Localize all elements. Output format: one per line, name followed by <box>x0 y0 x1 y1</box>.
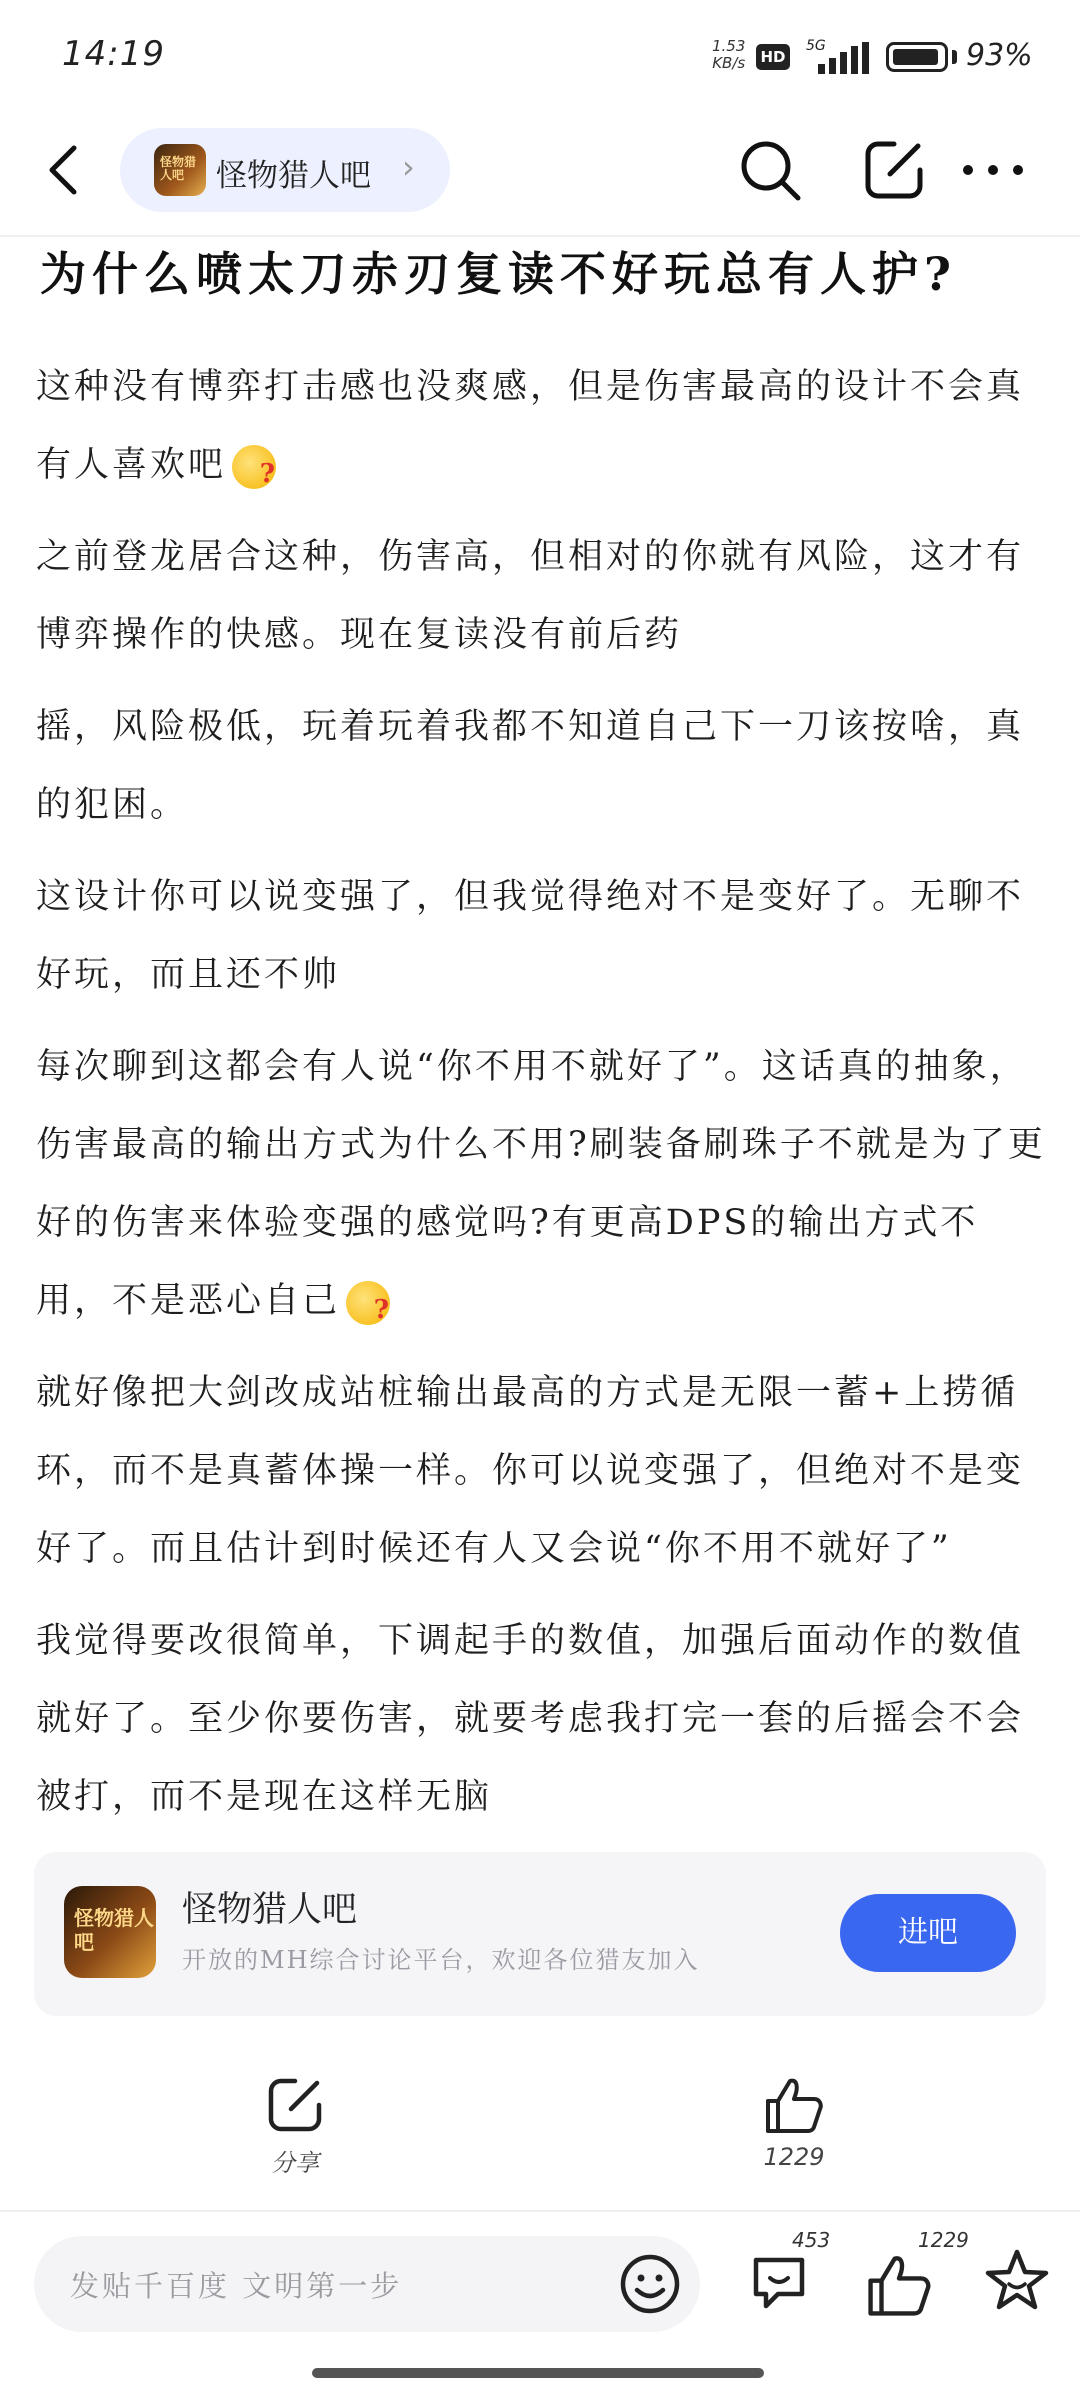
status-bar <box>0 0 1080 110</box>
battery-fill <box>893 49 938 65</box>
status-time: 14:19 <box>62 34 165 74</box>
net-speed-unit: KB/s <box>712 54 746 72</box>
like-button[interactable] <box>754 2075 834 2185</box>
share-icon <box>265 2075 325 2135</box>
post-paragraph: 摇，风险极低，玩着玩着我都不知道自己下一刀该按啥，真的犯困。 <box>36 707 1025 825</box>
net-speed-value: 1.53 <box>712 37 746 55</box>
post-paragraph: 每次聊到这都会有人说“你不用不就好了”。这话真的抽象，伤害最高的输出方式为什么不用?刷装备刷珠子不就是为了更好的伤害来体验变强的感觉吗?有更高DPS的输出方式不用，不是恶心自己? <box>36 1028 1046 1340</box>
post-paragraph: 之前登龙居合这种，伤害高，但相对的你就有风险，这才有博弈操作的快感。现在复读没有前后药 <box>36 537 1025 655</box>
hd-badge: HD <box>756 44 790 70</box>
net-speed <box>712 38 745 72</box>
bottom-separator <box>0 2210 1080 2212</box>
thumbs-up-icon <box>762 2075 826 2135</box>
edit-icon[interactable] <box>860 136 928 204</box>
nav-divider <box>0 235 1080 237</box>
forum-pill[interactable] <box>120 128 450 212</box>
share-button[interactable] <box>250 2075 340 2185</box>
thinking-face-emoji-icon <box>346 1281 390 1325</box>
thumbs-up-icon <box>864 2250 934 2320</box>
post-paragraph: 我觉得要改很简单，下调起手的数值，加强后面动作的数值就好了。至少你要伤害，就要考虑我打完一套的后摇会不会被打，而不是现在这样无脑 <box>36 1621 1025 1817</box>
post-paragraph: 就好像把大剑改成站桩输出最高的方式是无限一蓄+上捞循环，而不是真蓄体操一样。你可以说变强了，但绝对不是变好了。而且估计到时候还有人又会说“你不用不就好了” <box>36 1373 1025 1569</box>
like-count: 1229 <box>763 2143 825 2171</box>
more-icon[interactable] <box>958 136 1028 204</box>
comment-button[interactable] <box>746 2228 831 2316</box>
comment-input[interactable] <box>34 2236 700 2332</box>
forum-card[interactable] <box>34 1852 1046 2016</box>
battery-tip <box>952 50 957 64</box>
comment-input-placeholder: 发贴千百度 文明第一步 <box>70 2269 403 2303</box>
forum-card-name: 怪物猎人吧 <box>182 1890 358 1930</box>
star-icon[interactable] <box>982 2246 1052 2316</box>
post-paragraph: 这种没有博弈打击感也没爽感，但是伤害最高的设计不会真有人喜欢吧? <box>36 348 1046 504</box>
signal-bars-icon <box>808 42 872 74</box>
forum-card-avatar-text: 怪物猎人吧 <box>74 1906 154 1954</box>
forum-avatar <box>154 144 206 196</box>
share-label: 分享 <box>271 2149 319 2177</box>
forum-name: 怪物猎人吧 <box>216 158 371 194</box>
search-icon[interactable] <box>736 136 804 204</box>
battery-percent: 93% <box>966 38 1033 73</box>
battery-icon <box>886 42 948 72</box>
bottom-like-count: 1229 <box>918 2228 969 2252</box>
signal-label: 5G <box>806 38 826 54</box>
post-paragraph: 这设计你可以说变强了，但我觉得绝对不是变好了。无聊不好玩，而且还不帅 <box>36 877 1025 995</box>
bottom-like-button[interactable] <box>864 2228 969 2316</box>
join-forum-button[interactable]: 进吧 <box>840 1894 1016 1972</box>
post-title: 为什么喷太刀赤刃复读不好玩总有人护? <box>40 247 957 301</box>
comment-count: 453 <box>792 2228 831 2252</box>
chevron-right-icon: › <box>402 148 415 186</box>
emoji-icon[interactable] <box>618 2252 682 2316</box>
back-icon[interactable] <box>36 140 92 200</box>
comment-icon <box>746 2246 816 2316</box>
forum-card-avatar <box>64 1886 156 1978</box>
post-body <box>36 348 1046 1850</box>
home-indicator[interactable] <box>312 2368 764 2378</box>
forum-avatar-text: 怪物猎人吧 <box>160 155 197 182</box>
thinking-face-emoji-icon <box>232 445 276 489</box>
forum-card-description: 开放的MH综合讨论平台，欢迎各位猎友加入 <box>182 1946 700 1974</box>
